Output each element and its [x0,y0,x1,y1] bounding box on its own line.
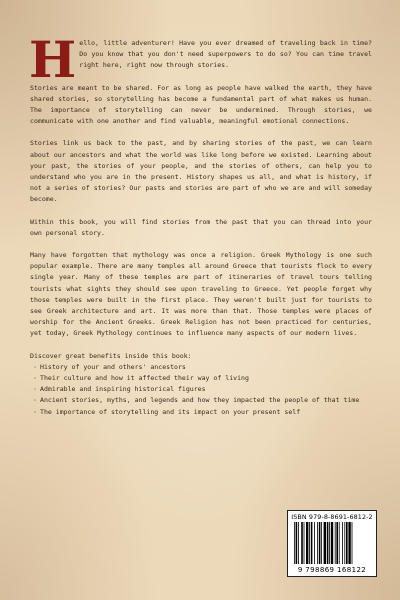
bullet-icon: · [33,407,37,416]
list-item: · Ancient stories, myths, and legends and how they impacted the people of that time [30,395,372,406]
paragraph-book: Within this book, you will find stories from the past that you can thread into your own personal story. [30,217,372,237]
barcode-bar [336,522,338,564]
barcode-digits: 9 798869 168122 [297,566,367,574]
drop-cap: H [29,30,77,89]
list-item: · History of your and others' ancestors [30,362,372,373]
barcode-bar [294,522,295,564]
benefits-list [30,362,372,418]
barcode-bar [348,522,350,564]
barcode-bar [301,522,303,564]
barcode-bar [344,522,345,564]
list-item: · Admirable and inspiring historical figures [30,384,372,395]
bullet-icon: · [33,396,37,405]
barcode-bars [294,522,372,564]
barcode-bar [296,522,298,564]
barcode-bar [342,522,343,564]
list-item: · The importance of storytelling and its impact on your present self [30,407,372,418]
barcode-bar [329,522,330,564]
barcode-bar [319,522,321,564]
intro-text: ello, little adventurer! Have you ever dreamed of traveling back in time? Do you know that you don't need superpowers to do so? You can time travel right here, right now through stories. [79,39,372,70]
barcode-bar [327,522,329,564]
barcode-bar [352,522,353,564]
list-item: · Their culture and how it affected their way of living [30,373,372,384]
barcode-bar [331,522,333,564]
barcode-bar [311,522,313,564]
barcode-bar [314,522,315,564]
barcode-bar [346,522,348,564]
barcode-bar [298,522,299,564]
barcode-bar [304,522,305,564]
isbn-label: ISBN 979-8-8691-6812-2 [291,513,373,521]
barcode-bar [306,522,308,564]
barcode-bar [321,522,322,564]
benefits-heading: Discover great benefits inside this book: [30,351,192,360]
paragraph-past: Stories link us back to the past, and by sharing stories of the past, we can learn about our ancestors and what the world was like long before we existed. Learning about your past, the stories of your people, and the stories of others, can help you to understand who you are in the present. History shapes us all, and what is history, if not a series of stories? Our pasts and stories are part of who we are and will someday become. [30,139,372,204]
intro-paragraph [29,30,372,89]
paragraph-mythology: Many have forgotten that mythology was once a religion. Greek Mythology is one such popular example. There are many temples all around Greece that tourists flock to every single year. Many of these temples are part of itineraries of travel tours telling tourists what sights they should see upon traveling to Greece. Yet people forget why those temples were built in the first place. They weren't built just for tourists to see Greek architecture and art. It was more than that. Those temples were places of worship for the Ancient Greeks. Greek Religion has not been practiced for centuries, yet today, Greek Mythology continues to influence many aspects of our modern lives. [30,251,372,338]
barcode-bar [324,522,326,564]
barcode-bar [317,522,318,564]
barcode-bar [339,522,340,564]
bullet-icon: · [33,374,37,383]
bullet-icon: · [33,362,37,371]
cover-text [29,30,372,418]
barcode-bar [309,522,310,564]
isbn-barcode [287,510,377,577]
paragraph-sharing: Stories are meant to be shared. For as long as people have walked the earth, they have shared stories, so storytelling has become a fundamental part of what makes us human. The importance of storytelling can never be undermined. Through stories, we communicate with one another and find valuable, meaningful emotional connections. [30,83,372,126]
bullet-icon: · [33,385,37,394]
barcode-bar [335,522,336,564]
